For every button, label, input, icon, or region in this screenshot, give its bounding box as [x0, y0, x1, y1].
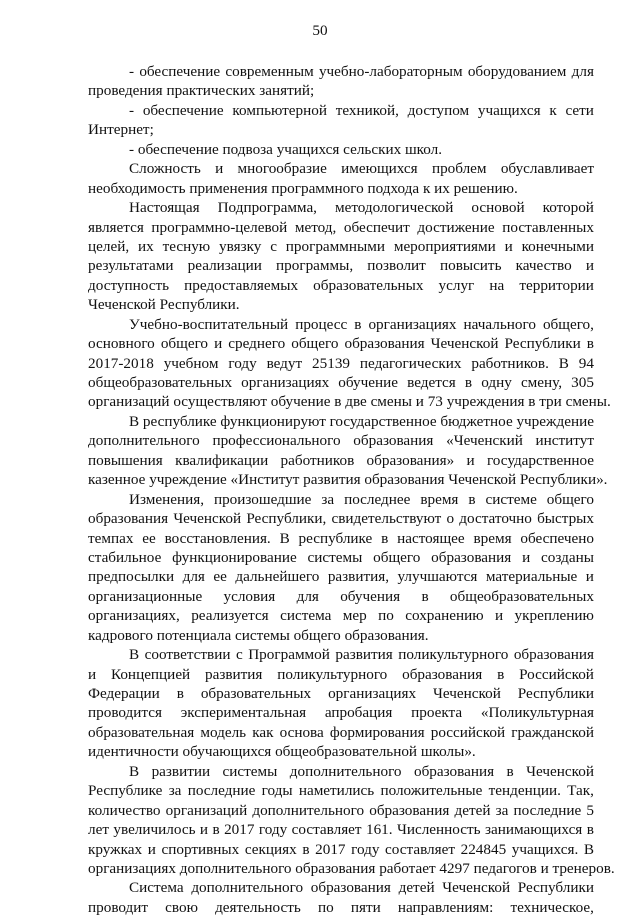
text-line: В республике функционируют государственное бюджетное учреждение [129, 412, 594, 430]
text-line: организационные условия для обучения в общеобразовательных [88, 587, 594, 605]
text-line: лет увеличилось и в 2017 году составляет 161. Численность занимающихся в [88, 821, 594, 839]
text-line: проводится экспериментальная апробация проекта «Поликультурная [88, 704, 594, 722]
text-line: общеобразовательных организациях обучение ведется в одну смену, 305 [88, 374, 594, 391]
text-line: образования Чеченской Республики, свидетельствуют о достаточно быстрых [88, 510, 594, 528]
text-line: Федерации в образовательных организациях Чеченской Республики [88, 685, 594, 702]
text-line: казенное учреждение «Институт развития образования Чеченской Республики». [88, 471, 608, 489]
text-line: основного общего и среднего общего образования Чеченской Республики в [88, 335, 594, 353]
text-line: дополнительного профессионального образования «Чеченский институт [88, 432, 594, 450]
text-line: - обеспечение современным учебно-лабораторным оборудованием для [129, 63, 594, 80]
text-line: В соответствии с Программой развития поликультурного образования [129, 646, 594, 664]
page-number: 50 [312, 22, 328, 39]
text-line: кружках и спортивных секциях в 2017 году составляет 224845 учащихся. В [88, 840, 594, 858]
text-line: В развитии системы дополнительного образования в Чеченской [129, 762, 594, 780]
text-line: - обеспечение компьютерной техникой, доступом учащихся к сети [129, 101, 594, 119]
text-line: кадрового потенциала системы общего образования. [88, 626, 429, 644]
text-line: Республике за последние годы наметились положительные тенденции. Так, [88, 782, 594, 800]
text-line: Сложность и многообразие имеющихся проблем обуславливает [129, 160, 594, 178]
text-line: доступность предоставляемых образовательных услуг на территории [88, 276, 594, 294]
text-line: стабильное функционирование системы общего образования и созданы [88, 548, 594, 566]
text-line: Система дополнительного образования детей Чеченской Республики [129, 879, 594, 897]
text-line: организациях дополнительного образования работает 4297 педагогов и тренеров. [88, 859, 615, 877]
text-line: проведения практических занятий; [88, 82, 315, 100]
text-line: повышения квалификации работников образования» и государственное [88, 451, 594, 469]
text-line: Чеченской Республики. [88, 296, 240, 314]
text-line: 2017-2018 учебном году ведут 25139 педагогических работников. В 94 [88, 354, 594, 372]
text-line: количество организаций дополнительного образования детей за последние 5 [88, 801, 594, 819]
text-line: Изменения, произошедшие за последнее время в системе общего [129, 490, 594, 508]
text-line: предпосылки для ее дальнейшего развития, улучшаются материальные и [88, 568, 594, 586]
text-line: организациях, реализуется система мер по сохранению и укреплению [88, 607, 594, 625]
text-line: и Концепцией развития поликультурного образования в Российской [88, 665, 594, 683]
text-line: необходимость применения программного подхода к их решению. [88, 179, 518, 197]
text-line: образовательная модель как основа формирования российской гражданской [88, 723, 594, 741]
text-line: Настоящая Подпрограмма, методологической основой которой [129, 199, 594, 217]
text-line: результатами реализации программы, позволит повысить качество и [88, 257, 594, 275]
text-line: является программно-целевой метод, обеспечит достижение поставленных [88, 218, 594, 236]
text-line: темпах ее восстановления. В республике в настоящее время обеспечено [88, 529, 594, 547]
text-line: целей, их тесную увязку с программными мероприятиями и конечными [88, 237, 594, 255]
body-text [88, 62, 615, 917]
text-line: Учебно-воспитательный процесс в организациях начального общего, [129, 315, 594, 333]
text-line: идентичности обучающихся общеобразовательной школы». [88, 743, 476, 761]
text-line: организаций осуществляют обучение в две смены и 73 учреждения в три смены. [88, 393, 611, 411]
text-line: Интернет; [88, 121, 154, 139]
text-line: - обеспечение подвоза учащихся сельских школ. [129, 140, 443, 158]
text-line: проводит свою деятельность по пяти направлениям: техническое, [88, 898, 594, 916]
